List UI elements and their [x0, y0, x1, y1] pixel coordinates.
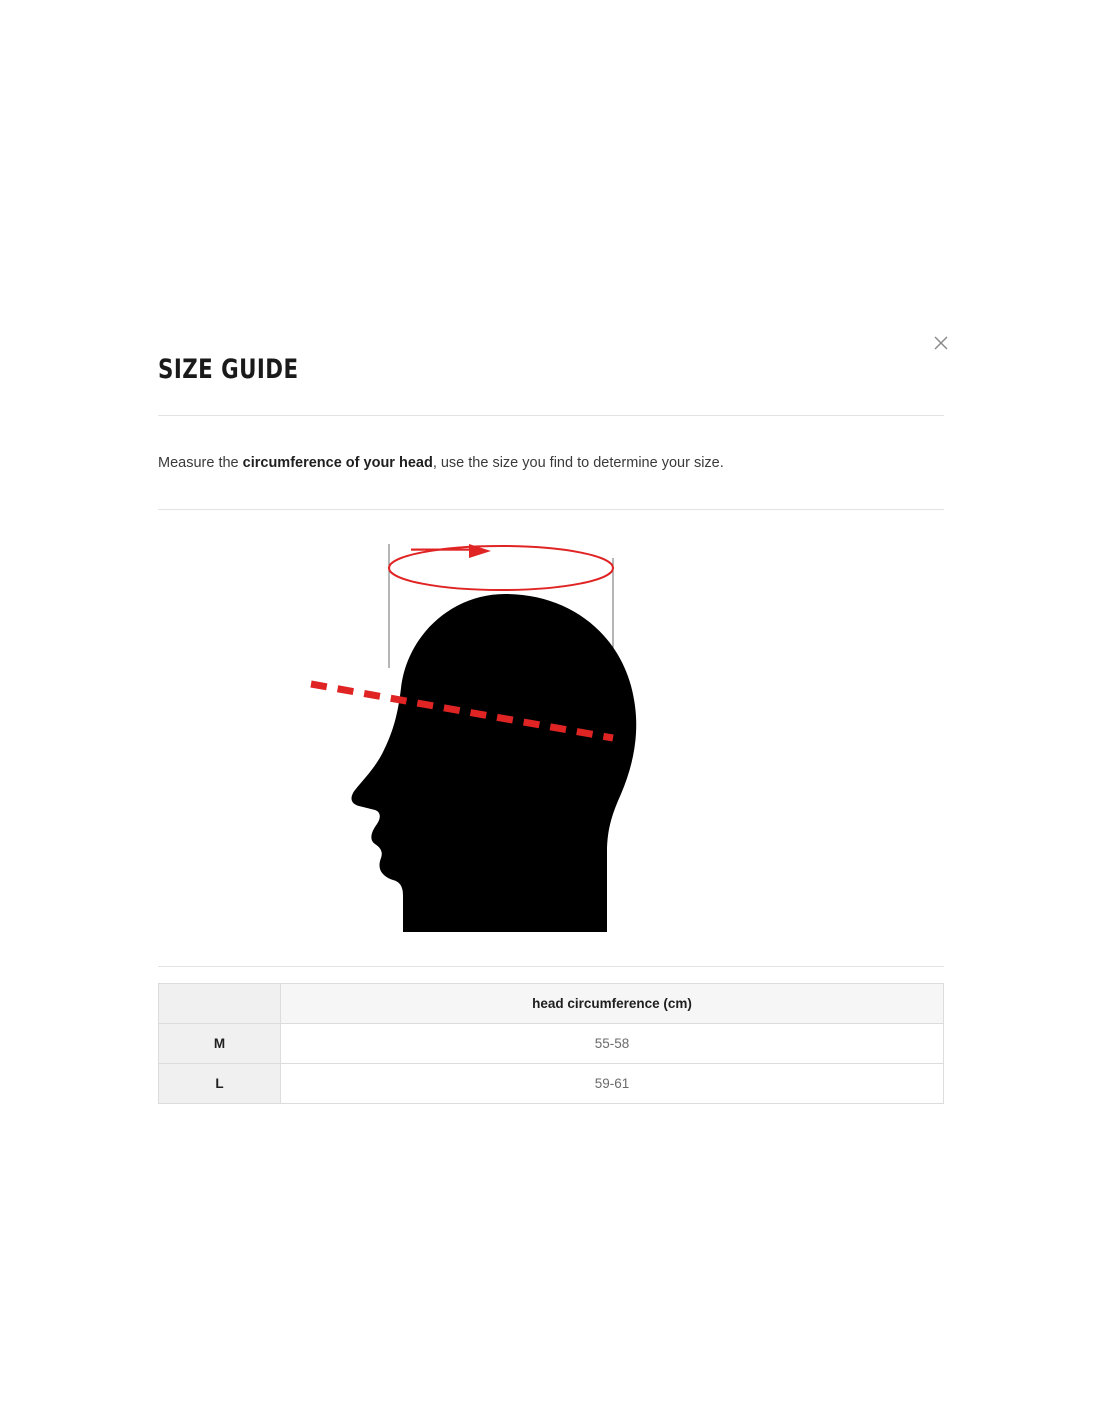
intro-row [158, 416, 944, 509]
head-diagram-icon [291, 536, 811, 936]
intro-text-emphasis: circumference of your head [242, 454, 433, 471]
head-silhouette [352, 594, 637, 932]
intro-text-before: Measure the [158, 454, 243, 471]
size-value: 55-58 [281, 1024, 944, 1064]
close-icon-glyph [928, 330, 954, 356]
divider-bottom [158, 966, 944, 967]
table-header-row [159, 984, 944, 1024]
size-value: 59-61 [281, 1064, 944, 1104]
head-measurement-figure [158, 510, 944, 966]
arrow-shaft [411, 549, 471, 551]
intro-text [158, 453, 944, 473]
close-icon[interactable] [928, 330, 954, 356]
table-corner-cell [159, 984, 281, 1024]
size-label: L [159, 1064, 281, 1104]
table-column-header: head circumference (cm) [281, 984, 944, 1024]
page-title: SIZE GUIDE [158, 354, 299, 385]
size-label: M [159, 1024, 281, 1064]
table-row [159, 1064, 944, 1104]
intro-text-after: , use the size you find to determine your size. [432, 454, 724, 471]
table-row [159, 1024, 944, 1064]
circumference-ellipse [389, 546, 613, 590]
size-table [158, 983, 944, 1104]
size-guide-modal [158, 320, 944, 1104]
